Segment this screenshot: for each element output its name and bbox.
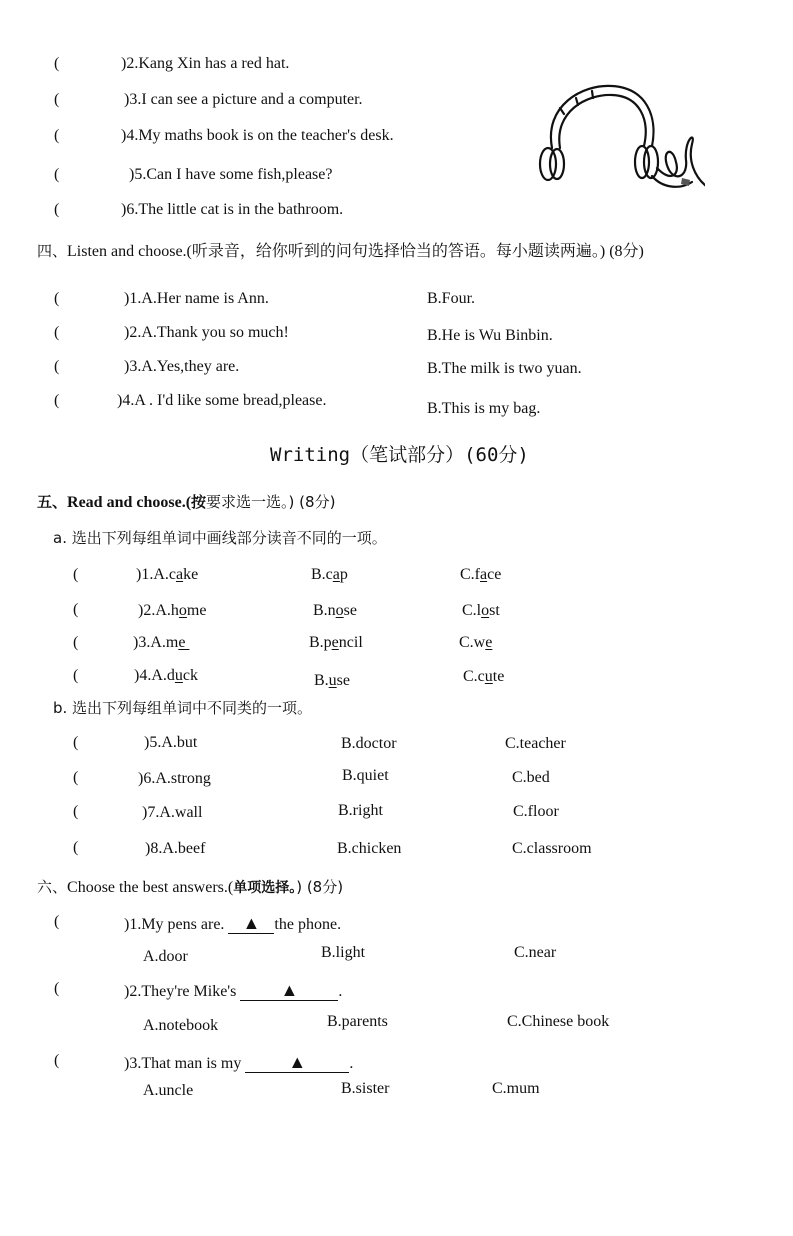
option-c: C.face xyxy=(460,566,502,583)
option-b: B.light xyxy=(321,944,366,961)
option-b: B.Four. xyxy=(427,290,476,307)
option-a: )3.A.Yes,they are. xyxy=(124,358,240,375)
answer-paren[interactable]: ( xyxy=(73,734,79,751)
section-heading-text: ) (8分) xyxy=(296,878,344,896)
option-a: )2.A.Thank you so much! xyxy=(124,324,289,341)
option-b: B.This is my bag. xyxy=(427,400,541,417)
option-c: C.cute xyxy=(463,668,505,685)
option-b: B.pencil xyxy=(309,634,363,651)
option-a: A.uncle xyxy=(143,1082,194,1099)
answer-paren[interactable]: ( xyxy=(54,166,60,183)
answer-paren[interactable]: ( xyxy=(73,634,79,651)
section-heading-read xyxy=(37,495,335,511)
option-a: )7.A.wall xyxy=(142,804,203,821)
question-text: )2.Kang Xin has a red hat. xyxy=(121,55,290,72)
answer-paren[interactable]: ( xyxy=(73,667,79,684)
triangle-icon: ▲ xyxy=(280,980,299,1000)
section-heading-text: 要求选一选。) (8分) xyxy=(206,493,336,511)
option-a: A.notebook xyxy=(143,1017,219,1034)
answer-blank[interactable] xyxy=(245,1053,349,1073)
option-c: C.near xyxy=(514,944,557,961)
question-text: )5.Can I have some fish,please? xyxy=(129,166,333,183)
answer-paren[interactable]: ( xyxy=(73,601,79,618)
option-c: C.bed xyxy=(512,769,550,786)
writing-title: Writing（笔试部分）(60分) xyxy=(270,444,529,466)
option-a: )2.A.home xyxy=(138,602,207,619)
section-number: 六、 xyxy=(37,878,68,896)
answer-paren[interactable]: ( xyxy=(54,358,60,375)
triangle-icon: ▲ xyxy=(288,1052,307,1072)
option-c: C.classroom xyxy=(512,840,592,857)
option-c: C.teacher xyxy=(505,735,566,752)
answer-blank[interactable] xyxy=(240,981,338,1001)
option-b: B.use xyxy=(314,672,350,689)
question-text: )4.My maths book is on the teacher's desk. xyxy=(121,127,394,144)
option-b: B.chicken xyxy=(337,840,402,857)
question-text: )3.That man is my ▲ . xyxy=(124,1052,354,1072)
answer-paren[interactable]: ( xyxy=(54,201,60,218)
option-b: B.sister xyxy=(341,1080,390,1097)
answer-blank[interactable] xyxy=(228,914,274,934)
option-b: B.right xyxy=(338,802,383,819)
option-a: )5.A.but xyxy=(144,734,198,751)
question-text: )1.My pens are. ▲ the phone. xyxy=(124,913,342,933)
answer-paren[interactable]: ( xyxy=(54,55,60,72)
option-a: )1.A.Her name is Ann. xyxy=(124,290,269,307)
section-number: 四、 xyxy=(37,242,68,260)
option-a: )4.A.duck xyxy=(134,667,198,684)
headphones-icon xyxy=(530,78,705,196)
option-a: )6.A.strong xyxy=(138,770,211,787)
question-text: )3.I can see a picture and a computer. xyxy=(124,91,363,108)
section-heading-text: 单项选择。 xyxy=(233,880,297,896)
answer-paren[interactable]: ( xyxy=(73,803,79,820)
answer-paren[interactable]: ( xyxy=(54,290,60,307)
answer-paren[interactable]: ( xyxy=(54,1052,60,1069)
question-text: )2.They're Mike's ▲ . xyxy=(124,980,343,1000)
option-b: B.The milk is two yuan. xyxy=(427,360,582,377)
section-heading-choose xyxy=(37,880,343,896)
option-c: C.lost xyxy=(462,602,500,619)
answer-paren[interactable]: ( xyxy=(54,392,60,409)
section-number: 五、 xyxy=(37,493,68,511)
answer-paren[interactable]: ( xyxy=(54,127,60,144)
option-a: )3.A.me xyxy=(133,634,190,651)
answer-paren[interactable]: ( xyxy=(73,839,79,856)
option-b: B.nose xyxy=(313,602,357,619)
section-heading-text: 按 xyxy=(191,493,207,511)
option-b: B.He is Wu Binbin. xyxy=(427,327,553,344)
option-b: B.parents xyxy=(327,1013,388,1030)
answer-paren[interactable]: ( xyxy=(73,566,79,583)
option-a: )1.A.cake xyxy=(136,566,199,583)
section-heading-text: Listen and choose.(听录音，给你听到的问句选择恰当的答语。每小题读两遍。) (8分) xyxy=(67,243,644,260)
section-heading-text: Read and choose.( xyxy=(67,494,192,511)
answer-paren[interactable]: ( xyxy=(54,324,60,341)
option-a: )4.A . I'd like some bread,please. xyxy=(117,392,327,409)
section-heading-text: Choose the best answers.( xyxy=(67,879,234,896)
triangle-icon: ▲ xyxy=(242,913,261,933)
subheading-b: b. 选出下列每组单词中不同类的一项。 xyxy=(53,699,313,717)
option-b: B.doctor xyxy=(341,735,397,752)
option-c: C.Chinese book xyxy=(507,1013,610,1030)
option-c: C.floor xyxy=(513,803,559,820)
answer-paren[interactable]: ( xyxy=(54,980,60,997)
answer-paren[interactable]: ( xyxy=(73,769,79,786)
option-c: C.we xyxy=(459,634,493,651)
option-c: C.mum xyxy=(492,1080,540,1097)
option-a: A.door xyxy=(143,948,188,965)
section-heading-listen xyxy=(37,244,644,260)
option-a: )8.A.beef xyxy=(145,840,206,857)
subheading-a: a. 选出下列每组单词中画线部分读音不同的一项。 xyxy=(53,529,387,547)
option-b: B.cap xyxy=(311,566,348,583)
answer-paren[interactable]: ( xyxy=(54,91,60,108)
option-b: B.quiet xyxy=(342,767,389,784)
answer-paren[interactable]: ( xyxy=(54,913,60,930)
question-text: )6.The little cat is in the bathroom. xyxy=(121,201,344,218)
